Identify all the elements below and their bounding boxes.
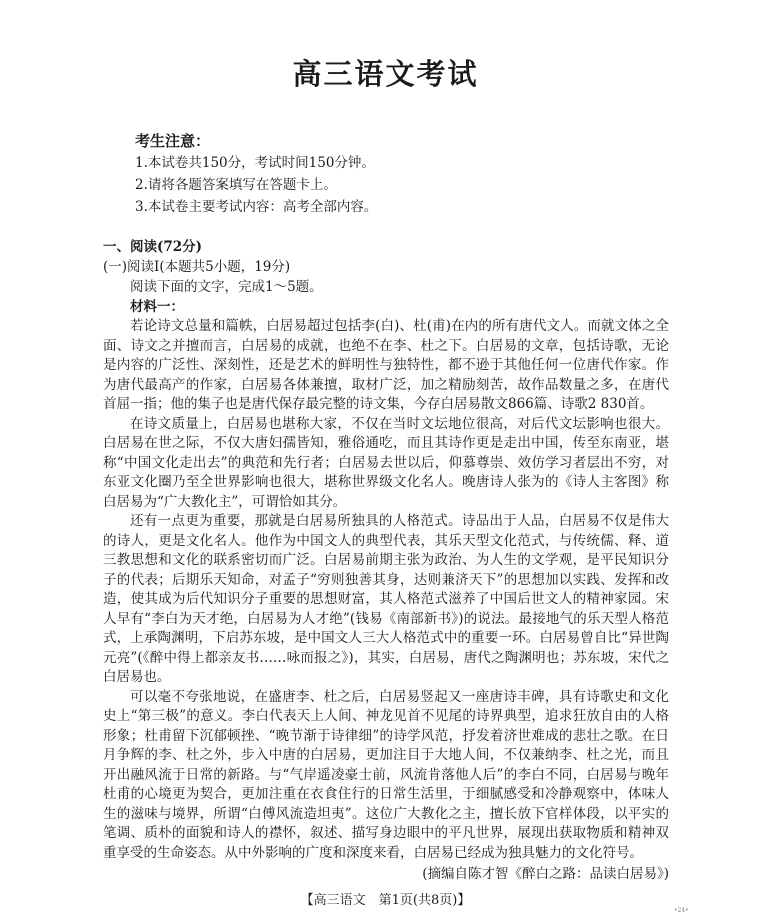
notice-box: [135, 130, 377, 218]
notice-item: 3.本试卷主要考试内容：高考全部内容。: [135, 199, 378, 215]
notice-item: 1.本试卷共150分，考试时间150分钟。: [135, 155, 375, 171]
corner-mark: •24•: [674, 907, 689, 914]
instruction: 阅读下面的文字，完成1～5题。: [130, 279, 323, 295]
section-heading: 一、阅读(72分): [103, 239, 203, 255]
paragraph: 在诗文质量上，白居易也堪称大家，不仅在当时文坛地位很高，对后代文坛影响也很大。白居易在世之际，不仅大唐妇孺皆知，雅俗通吃，而且其诗作更是走出中国，传至东南亚，堪称“中国文化走出去”的典范和先行者；白居易去世以后，仰慕尊崇、效仿学习者层出不穷，对东亚文化圈乃至全世界影响也很大，堪称世界级文化名人。晚唐诗人张为的《诗人主客图》称白居易为“广大教化主”，可谓恰如其分。: [103, 415, 669, 510]
reading-section: [103, 237, 669, 884]
page-footer: 【高三语文 第1页(共8页)】: [300, 893, 471, 908]
page-title: 高三语文考试: [292, 57, 479, 91]
notice-heading: 考生注意：: [135, 132, 211, 150]
material-label: 材料一：: [130, 299, 184, 315]
paragraph: 若论诗文总量和篇帙，白居易超过包括李(白)、杜(甫)在内的所有唐代文人。而就文体之全面、诗文之并擅而言，白居易的成就，也绝不在李、杜之下。白居易的文章，包括诗歌，无论是内容的广泛性、深刻性，还是艺术的鲜明性与独特性，都不逊于其他任何一位唐代作家。作为唐代最高产的作家，白居易各体兼擅，取材广泛，加之精励刻苦，故作品数量之多，在唐代首屈一指；他的集子也是唐代保存最完整的诗文集，今存白居易散文866篇、诗歌2 830首。: [103, 318, 669, 412]
paragraph: 可以毫不夸张地说，在盛唐李、杜之后，白居易竖起又一座唐诗丰碑，具有诗歌史和文化史上“第三极”的意义。李白代表天上人间、神龙见首不见尾的诗界典型，追求狂放自由的人格形象；杜甫留下沉郁顿挫、“晚节渐于诗律细”的诗学风范，抒发着济世难成的悲壮之歌。在日月争辉的李、杜之外，步入中唐的白居易，更加注目于大地人间，不仅兼纳李、杜之光，而且开出融风流于日常的新路。与“气岸遥凌豪士前，风流肯落他人后”的李白不同，白居易与晚年杜甫的心境更为契合，更加注重在衣食住行的日常生活里，于细腻感受和冷静观察中，体味人生的滋味与境界，所谓“白傅风流造坦夷”。这位广大教化之主，擅长放下官样体段，以平实的笔调、质朴的面貌和诗人的襟怀，叙述、描写身边眼中的平凡世界，展现出获取物质和精神双重享受的生命姿态。从中外影响的广度和深度来看，白居易已经成为独具魅力的文化符号。: [103, 688, 669, 861]
source-citation: (摘编自陈才智《醉白之路：品读白居易》): [422, 866, 669, 882]
subsection-heading: (一)阅读Ⅰ(本题共5小题，19分): [103, 259, 291, 275]
paragraph: 还有一点更为重要，那就是白居易所独具的人格范式。诗品出于人品，白居易不仅是伟大的诗人，更是文化名人。他作为中国文人的典型代表，其乐天型文化范式，与传统儒、释、道三教思想和文化的联系密切而广泛。白居易前期主张为政治、为人生的文学观，是平民知识分子的代表；后期乐天知命，对孟子“穷则独善其身，达则兼济天下”的思想加以实践、发挥和改造，使其成为后代知识分子重要的思想财富，其人格范式滋养了中国后世文人的精神家园。宋人早有“李白为天才绝，白居易为人才绝”(钱易《南部新书》)的说法。最接地气的乐天型人格范式，上承陶渊明，下启苏东坡，是中国文人三大人格范式中的重要一环。白居易曾自比“异世陶元亮”(《醉中得上都亲友书……咏而报之》)，其实，白居易，唐代之陶渊明也；苏东坡，宋代之白居易也。: [103, 513, 669, 685]
notice-item: 2.请将各题答案填写在答题卡上。: [135, 177, 337, 193]
